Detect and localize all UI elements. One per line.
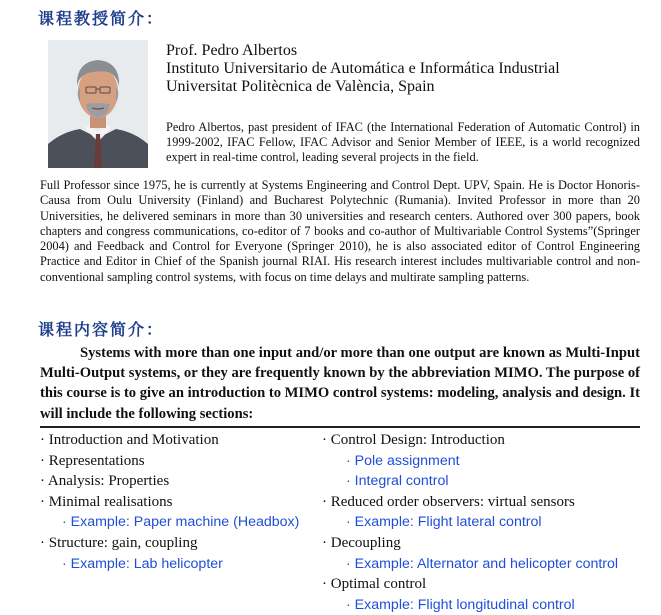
syllabus-item: · Control Design: Introduction: [322, 432, 505, 448]
syllabus-example-item: · Example: Flight longitudinal control: [346, 596, 575, 613]
syllabus-example-item: · Pole assignment: [346, 452, 460, 469]
instructor-bio: Full Professor since 1975, he is currently at Systems Engineering and Control Dept. UPV, Spain. He is Doctor Honoris-Causa from Oulu University (Finland) and Bucharest Polytechnic (Rumania). Invited Professor in more than 20 Universities, he delivered seminars in more than 30 universities and research centers. Authored over 300 papers, book chapters and congress communications, co-editor of 7 books and co-author of Multivariable Control Systems”(Springer 2004) and Feedback and Control for Everyone (Springer 2010), he is also associated editor of Control Engineering Practice and Editor in Chief of the Spanish journal RIAI. His research interest includes multivariable control and non-conventional sampling control systems, with focus on time delays and multirate sampling patterns.: [40, 178, 640, 284]
instructor-name: Prof. Pedro Albertos: [166, 42, 298, 59]
syllabus-example-item: · Integral control: [346, 473, 449, 490]
syllabus-item: · Structure: gain, coupling: [40, 534, 198, 551]
course-intro: Systems with more than one input and/or more than one output are known as Multi-Input Multi-Output systems, or they are frequently known by the abbreviation MIMO. The purpose of this course is to give an introduction to MIMO control systems: modeling, analysis and design. It will include the following sections:: [40, 345, 640, 422]
instructor-institute: Instituto Universitario de Automática e Informática Industrial: [166, 60, 560, 77]
course-heading: 课程内容简介：: [38, 320, 165, 339]
syllabus-item: · Reduced order observers: virtual sensors: [322, 493, 575, 510]
instructor-heading: 课程教授简介：: [38, 9, 165, 28]
section-divider: [40, 426, 640, 428]
syllabus-example-item: · Example: Flight lateral control: [346, 514, 542, 531]
syllabus-example-item: · Example: Paper machine (Headbox): [62, 514, 300, 531]
instructor-info: [166, 42, 560, 96]
syllabus-example-item: · Example: Alternator and helicopter control: [346, 555, 619, 572]
syllabus-item: · Decoupling: [322, 534, 401, 551]
syllabus-item: · Minimal realisations: [40, 493, 173, 510]
syllabus-item: · Introduction and Motivation: [40, 432, 219, 448]
syllabus-item: · Optimal control: [322, 576, 427, 593]
syllabus-example-item: · Example: Lab helicopter: [62, 555, 223, 572]
syllabus-left-column: [40, 430, 299, 574]
syllabus-right-column: [322, 430, 618, 615]
instructor-photo: [48, 40, 148, 168]
syllabus-item: · Analysis: Properties: [40, 473, 170, 490]
instructor-intro: Pedro Albertos, past president of IFAC (the International Federation of Automatic Control) in 1999-2002, IFAC Fellow, IFAC Advisor and Senior Member of IEEE, is a world recognized expert in real-time control, leading several projects in the field.: [166, 120, 640, 164]
instructor-university: Universitat Politècnica de València, Spain: [166, 78, 435, 95]
syllabus-item: · Representations: [40, 452, 145, 469]
